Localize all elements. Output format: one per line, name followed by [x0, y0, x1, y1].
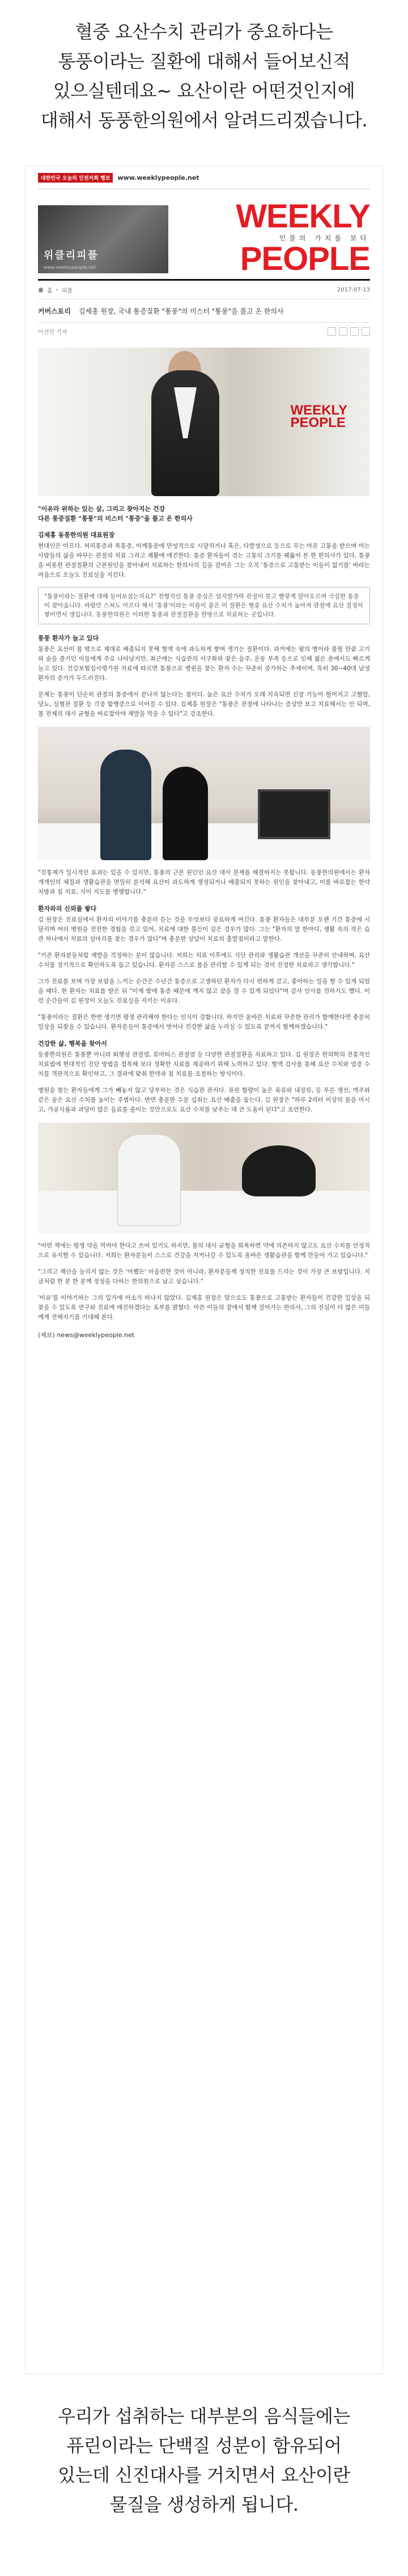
article-card — [25, 166, 383, 2374]
brand-logo[interactable] — [236, 198, 370, 277]
photo-bed — [38, 1191, 370, 1233]
photo-figure-patient — [100, 750, 151, 860]
paragraph: 김 원장은 진료실에서 환자의 이야기를 충분히 듣는 것을 무엇보다 중요하게 여긴다. 통풍 환자들은 대부분 오랜 기간 통증에 시달리며 여러 병원을 전전한 경험을 갖고 있어, 치료에 대한 불신이 깊은 경우가 많다. 그는 "환자의 말 한마디, 생활 속의 작은 습관 하나에서 치료의 실마리를 찾는 경우가 많다"며 충분한 상담이 치료의 출발점이라고 말한다. — [38, 916, 370, 942]
breadcrumb — [38, 281, 370, 299]
brand-people: PEOPLE — [240, 240, 370, 277]
site-topline — [38, 166, 370, 189]
top-banner-line: 통풍이라는 질환에 대해서 들어보신적 — [58, 50, 350, 72]
bottom-banner — [0, 2401, 408, 2519]
section-heading: 통풍 환자가 늘고 있다 — [38, 635, 99, 642]
quote-paragraph: "진통제가 일시적인 효과는 있을 수 있지만, 통풍의 근본 원인인 요산 대사 문제를 해결하지는 못합니다. 동풍한의원에서는 환자 개개인의 체질과 생활습관을 면밀히 분석해 요산이 과도하게 생성되거나 배출되지 못하는 원인을 찾아내고, 이를 바로잡는 한약 처방과 침 치료, 식이 지도를 병행합니다." — [38, 869, 370, 895]
masthead-url: www.weeklypeople.net — [44, 265, 96, 270]
article-section[interactable]: 커버스토리 — [38, 307, 71, 315]
top-banner-line: 있으실텐데요~ 요산이란 어떤것인지에 — [53, 80, 355, 101]
photo-figure-doctor — [163, 767, 208, 860]
headline-bar — [38, 299, 370, 323]
quote-paragraph: "기존 환자분들처럼 재발을 걱정하는 분이 많습니다. 저희는 치료 이후에도 식단 관리와 생활습관 개선을 꾸준히 안내하며, 요산 수치를 정기적으로 확인하도록 돕고 있습니다. 환자분 스스로 몸을 관리할 수 있게 되는 것이 진정한 치료라고 생각합니다." — [38, 952, 370, 968]
article-photo-treatment — [38, 1123, 370, 1233]
font-size-icon[interactable] — [328, 327, 336, 336]
masthead-korean-title: 위클리피플 — [44, 249, 99, 261]
home-icon[interactable] — [38, 287, 44, 293]
quote-paragraph: "어떤 책에는 평생 약을 먹어야 한다고 쓰여 있기도 하지만, 몸의 대사 균형을 회복하면 약에 의존하지 않고도 요산 수치를 안정적으로 유지할 수 있습니다. 저희는 환자분들이 스스로 건강을 지켜나갈 수 있도록 올바른 생활습관을 함께 만들어 가고 있습니다." — [38, 1242, 370, 1259]
email-icon[interactable] — [350, 327, 359, 336]
breadcrumb-home[interactable]: 홈 — [47, 287, 53, 294]
article-byline: 이선민 기자 — [38, 329, 67, 336]
site-url[interactable]: www.weeklypeople.net — [117, 174, 199, 181]
lead-text: "통풍이라는 질환에 대해 들어보셨는지요?" 전형적인 통풍 증상은 엄지발가락 관절이 붓고 빨갛게 달아오르며 극심한 통증이 찾아옵니다. 바람만 스쳐도 아프다 해서 '통풍'이라는 이름이 붙은 이 질환은 혈중 요산 수치가 높아져 관절에 요산 결정이 쌓이면서 생깁니다. 동풍한의원은 이러한 통풍과 관절질환을 한방으로 치료하는 곳입니다. — [44, 593, 363, 618]
masthead — [38, 189, 370, 281]
paragraph: 통풍은 요산이 몸 밖으로 제대로 배출되지 못해 혈액 속에 과도하게 쌓여 생기는 질환이다. 과거에는 왕의 병이라 불릴 만큼 고기와 술을 즐기던 이들에게 주로 나타났지만, 최근에는 식습관의 서구화와 잦은 음주, 운동 부족 등으로 인해 젊은 층에서도 빠르게 늘고 있다. 건강보험심사평가원 자료에 따르면 통풍으로 병원을 찾는 환자 수는 꾸준히 증가하는 추세이며, 특히 30~40대 남성 환자의 증가가 두드러진다. — [38, 646, 370, 682]
article-title: 김제홍 원장, 국내 통증질환 "통풍"의 미스터 "통풍"을 풀고 온 한의사 — [78, 307, 284, 315]
quote-paragraph: "그리고 재산을 늘리지 않는 것은 '어쨌든' 마음편한 것이 아니라, 환자분들께 정직한 진료를 드리는 것이 가장 큰 보람입니다. 지금처럼 한 분 한 분께 정성을 다하는 한의원으로 남고 싶습니다." — [38, 1268, 370, 1285]
article-photo-consultation — [38, 727, 370, 860]
photo-watermark-logo: WEEKLY PEOPLE — [290, 403, 347, 430]
print-icon[interactable] — [339, 327, 347, 336]
bottom-banner-line: 있는데 신진대사를 거치면서 요산이란 — [58, 2464, 350, 2486]
share-icon[interactable] — [362, 327, 370, 336]
section-heading: 환자와의 신뢰를 쌓다 — [38, 905, 97, 912]
article-date: 2017-07-13 — [337, 286, 370, 293]
bottom-banner-line: 물질을 생성하게 됩니다. — [109, 2494, 299, 2515]
bottom-banner-line: 퓨린이라는 단백질 성분이 함유되어 — [66, 2435, 342, 2456]
quote-paragraph: "통풍이라는 질환은 한번 생기면 평생 관리해야 한다는 인식이 강합니다. 하지만 올바른 치료와 꾸준한 관리가 함께한다면 충분히 일상을 되찾을 수 있습니다. 환자분들이 통증에서 벗어나 건강한 삶을 누리실 수 있도록 끝까지 함께하겠습니다." — [38, 1014, 370, 1030]
lead-box — [38, 587, 370, 624]
brand-weekly: WEEKLY — [236, 198, 370, 235]
article-photo-doctor — [38, 348, 370, 496]
caption-name: 김제홍 동풍한의원 대표원장 — [38, 531, 115, 539]
site-tagline: 대한민국 오늘의 인천저희 행보 — [38, 173, 113, 183]
paragraph: 동풍한의원은 통풍뿐 아니라 퇴행성 관절염, 류마티스 관절염 등 다양한 관절질환을 치료하고 있다. 김 원장은 한의학의 전통적인 치료법에 현대적인 진단 방법을 접목해 보다 정확한 치료를 제공하기 위해 노력하고 있다. 혈액 검사를 통해 요산 수치와 염증 수치를 객관적으로 확인하고, 그 결과에 맞춰 한약과 침 치료를 조절하는 방식이다. — [38, 1051, 370, 1077]
brand-korean: 인물의 가치를 보다 — [279, 234, 370, 242]
breadcrumb-section[interactable]: 피플 — [61, 287, 73, 294]
photo-figure-doctor — [117, 1134, 181, 1226]
article-tools — [328, 327, 370, 336]
masthead-photo — [38, 205, 168, 273]
top-banner-line: 혈중 요산수치 관리가 중요하다는 — [75, 21, 333, 43]
article-credit: (제보) news@weeklypeople.net — [38, 1331, 135, 1339]
paragraph: 문제는 통풍이 단순히 관절의 통증에서 끝나지 않는다는 점이다. 높은 요산 수치가 오래 지속되면 신장 기능이 떨어지고 고혈압, 당뇨, 심혈관 질환 등 각종 합병증으로 이어질 수 있다. 김제홍 원장은 "통풍은 관절에 나타나는 증상만 보고 치료해서는 안 되며, 몸 전체의 대사 균형을 바로잡아야 재발을 막을 수 있다"고 강조한다. — [38, 691, 370, 717]
paragraph: 그가 진료를 보며 가장 보람을 느끼는 순간은 수년간 통증으로 고생하던 환자가 다시 편하게 걷고, 좋아하는 일을 할 수 있게 되었을 때다. 한 환자는 치료를 받은 뒤 "이제 밤에 통증 때문에 깨지 않고 잠을 잘 수 있게 되었다"며 감사 인사를 전하기도 했다. 이런 순간들이 김 원장이 오늘도 진료실을 지키는 이유다. — [38, 978, 370, 1004]
top-banner-line: 대해서 동풍한의원에서 알려드리겠습니다. — [40, 109, 368, 131]
photo-monitor — [258, 789, 330, 839]
byline-bar — [38, 323, 370, 340]
paragraph: 현대인은 아프다. 허리통증과 목통증, 어깨통증에 만성적으로 시달리거나 혹은, 다발성으로 등으로 무는 아픈 고통을 받으며 아는 사람들의 삶을 바꾸는 관절의 치료 그리고 재활에 매진한다. 통증 환자들이 겪는 고통의 크기를 꿰뚫어 본 한 한의사가 있다. 통풍을 비롯한 관절질환의 근본원인을 찾아내어 치료하는 한의사의 길을 걸어온 그는 오직 '통증으로 고통받는 이들이 없기를' 바라는 마음으로 오늘도 진료실을 지킨다. — [38, 543, 370, 578]
caption-subtitle-2: 다른 통증질환 "통풍"의 미스터 "통증"을 풀고 온 한의사 — [38, 515, 193, 522]
top-banner — [0, 0, 408, 166]
paragraph: 병원을 찾는 환자들에게 그가 빼놓지 않고 당부하는 것은 식습관 관리다. 퓨린 함량이 높은 육류와 내장류, 등 푸른 생선, 맥주와 같은 술은 요산 수치를 높이는 주범이다. 반면 충분한 수분 섭취는 요산 배출을 돕는다. 김 원장은 "하루 2리터 이상의 물을 마시고, 가공식품과 과당이 많은 음료를 줄이는 것만으로도 요산 수치를 낮추는 데 큰 도움이 된다"고 조언한다. — [38, 1087, 370, 1113]
photo-caption — [38, 504, 370, 523]
photo-figure-patient — [242, 1145, 316, 1196]
section-heading: 건강한 삶, 행복을 찾아서 — [38, 1040, 107, 1047]
breadcrumb-separator-icon: › — [56, 286, 58, 293]
bottom-banner-line: 우리가 섭취하는 대부분의 음식들에는 — [58, 2405, 350, 2427]
caption-subtitle: "이유라 위하는 있는 살, 그리고 찾아지는 건강 — [38, 505, 165, 513]
paragraph: '이유'를 이야기하는 그의 입가에 미소가 떠나지 않았다. 김제홍 원장은 앞으로도 통풍으로 고통받는 환자들이 건강한 일상을 되찾을 수 있도록 연구와 진료에 매진하겠다는 포부를 밝혔다. 아픈 이들의 곁에서 함께 걸어가는 한의사, 그의 진심이 더 많은 이들에게 전해지기를 기대해 본다. — [38, 1295, 370, 1321]
